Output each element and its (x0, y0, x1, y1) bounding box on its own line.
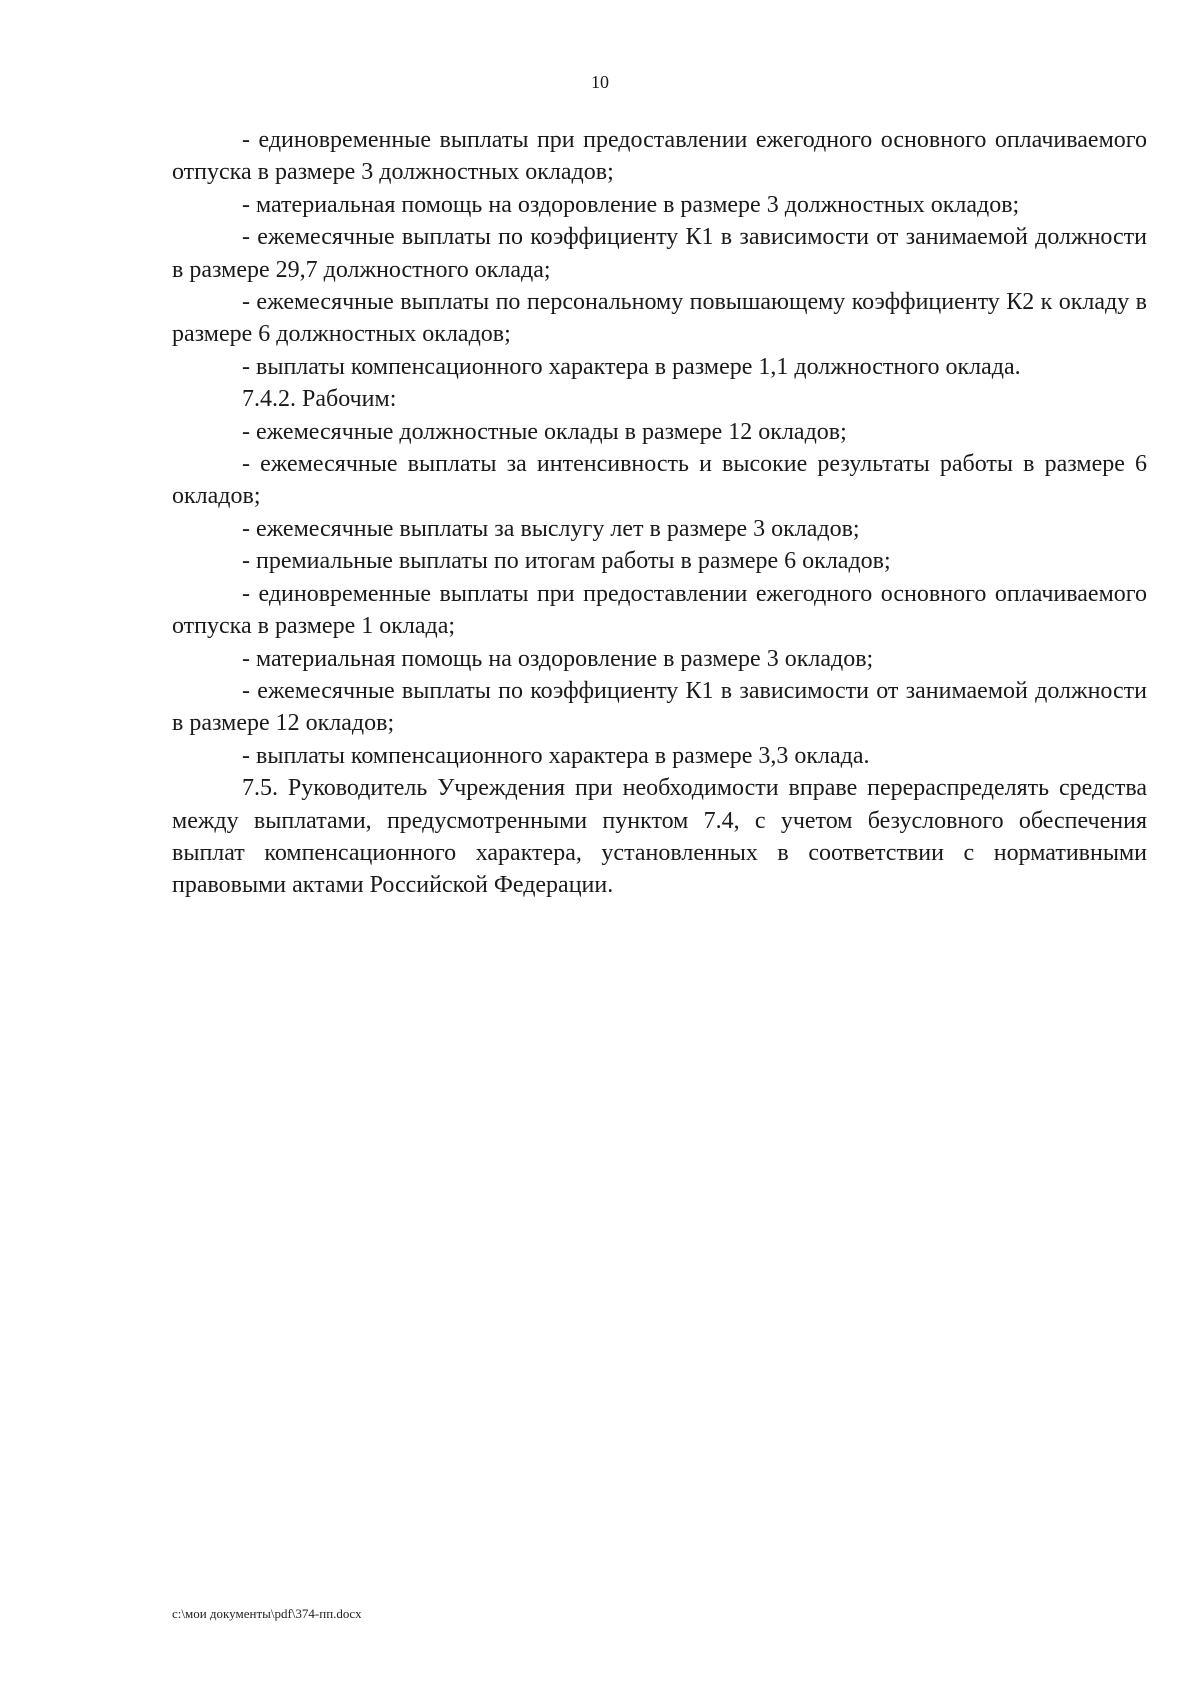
paragraph: - ежемесячные выплаты за интенсивность и высокие результаты работы в размере 6 окладов; (172, 451, 1147, 510)
paragraph: - ежемесячные выплаты по коэффициенту К1 в зависимости от занимаемой должности в размере 12 окладов; (172, 677, 1147, 737)
paragraph: - выплаты компенсационного характера в размере 1,1 должностного оклада. (242, 353, 1021, 380)
paragraph: - ежемесячные выплаты по коэффициенту К1 в зависимости от занимаемой должности в размере 29,7 должностного оклада; (172, 224, 1147, 283)
paragraph: 7.5. Руководитель Учреждения при необходимости вправе перераспределять средства между выплатами, предусмотренными пунктом 7.4, с учетом безусловного обеспечения выплат компенсационного характера, установленных в соответствии с нормативными правовыми актами Российской Федерации. (172, 775, 1147, 899)
page-number: 10 (591, 72, 609, 92)
paragraph: - премиальные выплаты по итогам работы в размере 6 окладов; (242, 548, 891, 575)
paragraph: - выплаты компенсационного характера в размере 3,3 оклада. (242, 742, 870, 769)
paragraph: - ежемесячные выплаты по персональному повышающему коэффициенту К2 к окладу в размере 6 должностных окладов; (172, 289, 1147, 348)
document-body (172, 124, 1147, 902)
paragraph: - единовременные выплаты при предоставлении ежегодного основного оплачиваемого отпуска в размере 1 оклада; (172, 580, 1147, 640)
paragraph: - материальная помощь на оздоровление в размере 3 окладов; (242, 645, 874, 672)
footer-file-path: c:\мои документы\pdf\374-пп.docx (172, 1606, 362, 1621)
paragraph: - ежемесячные должностные оклады в размере 12 окладов; (242, 418, 847, 445)
paragraph: - единовременные выплаты при предоставлении ежегодного основного оплачиваемого отпуска в размере 3 должностных окладов; (172, 127, 1147, 186)
section-heading: 7.4.2. Рабочим: (242, 386, 397, 413)
paragraph: - материальная помощь на оздоровление в размере 3 должностных окладов; (242, 191, 1020, 218)
paragraph: - ежемесячные выплаты за выслугу лет в размере 3 окладов; (242, 515, 860, 542)
